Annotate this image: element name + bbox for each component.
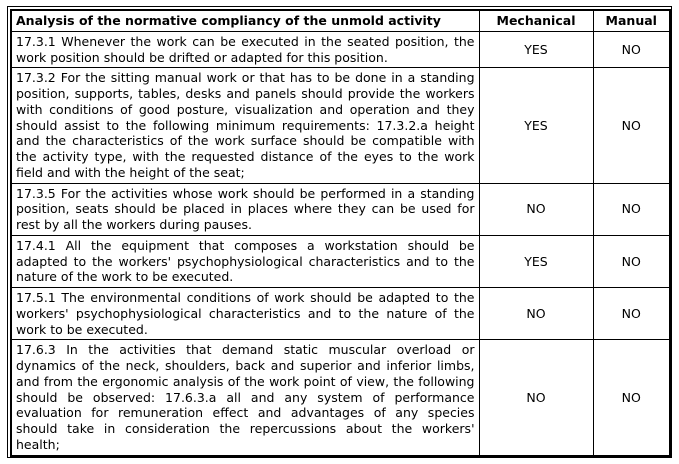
header-analysis: Analysis of the normative compliancy of the unmold activity [11, 10, 479, 31]
header-manual: Manual [593, 10, 670, 31]
table-row [11, 340, 670, 456]
mechanical-value-cell: NO [479, 340, 593, 456]
manual-value-cell: NO [593, 31, 670, 68]
compliance-table-frame [7, 6, 672, 458]
header-mechanical: Mechanical [479, 10, 593, 31]
manual-value-cell: NO [593, 183, 670, 235]
compliance-table [10, 9, 671, 457]
mechanical-value-cell: NO [479, 288, 593, 340]
requirement-text-cell: 17.3.5 For the activities whose work should be performed in a standing position, seats should be placed in places where they can be used for rest by all the workers during pauses. [11, 183, 479, 235]
requirement-text-cell: 17.3.2 For the sitting manual work or that has to be done in a standing position, supports, tables, desks and panels should provide the workers with conditions of good posture, visualization and operation and they should assist to the following minimum requirements: 17.3.2.a height and the characteristics of the work surface should be compatible with the activity type, with the requested distance of the eyes to the work field and with the height of the seat; [11, 68, 479, 183]
manual-value-cell: NO [593, 340, 670, 456]
requirement-text-cell: 17.5.1 The environmental conditions of work should be adapted to the workers' psychophysiological characteristics and to the nature of the work to be executed. [11, 288, 479, 340]
table-row [11, 235, 670, 287]
requirement-text-cell: 17.3.1 Whenever the work can be executed in the seated position, the work position should be drifted or adapted for this position. [11, 31, 479, 68]
table-row [11, 288, 670, 340]
table-row [11, 183, 670, 235]
manual-value-cell: NO [593, 68, 670, 183]
requirement-text-cell: 17.4.1 All the equipment that composes a workstation should be adapted to the workers' psychophysiological characteristics and to the nature of the work to be executed. [11, 235, 479, 287]
mechanical-value-cell: NO [479, 183, 593, 235]
requirement-text-cell: 17.6.3 In the activities that demand static muscular overload or dynamics of the neck, shoulders, back and superior and inferior limbs, and from the ergonomic analysis of the work point of view, the following should be observed: 17.6.3.a all and any system of performance evaluation for remuneration effect and advantages of any species should take in consideration the repercussions about the workers' health; [11, 340, 479, 456]
table-header-row [11, 10, 670, 31]
manual-value-cell: NO [593, 235, 670, 287]
table-row [11, 31, 670, 68]
mechanical-value-cell: YES [479, 235, 593, 287]
mechanical-value-cell: YES [479, 68, 593, 183]
manual-value-cell: NO [593, 288, 670, 340]
mechanical-value-cell: YES [479, 31, 593, 68]
table-row [11, 68, 670, 183]
